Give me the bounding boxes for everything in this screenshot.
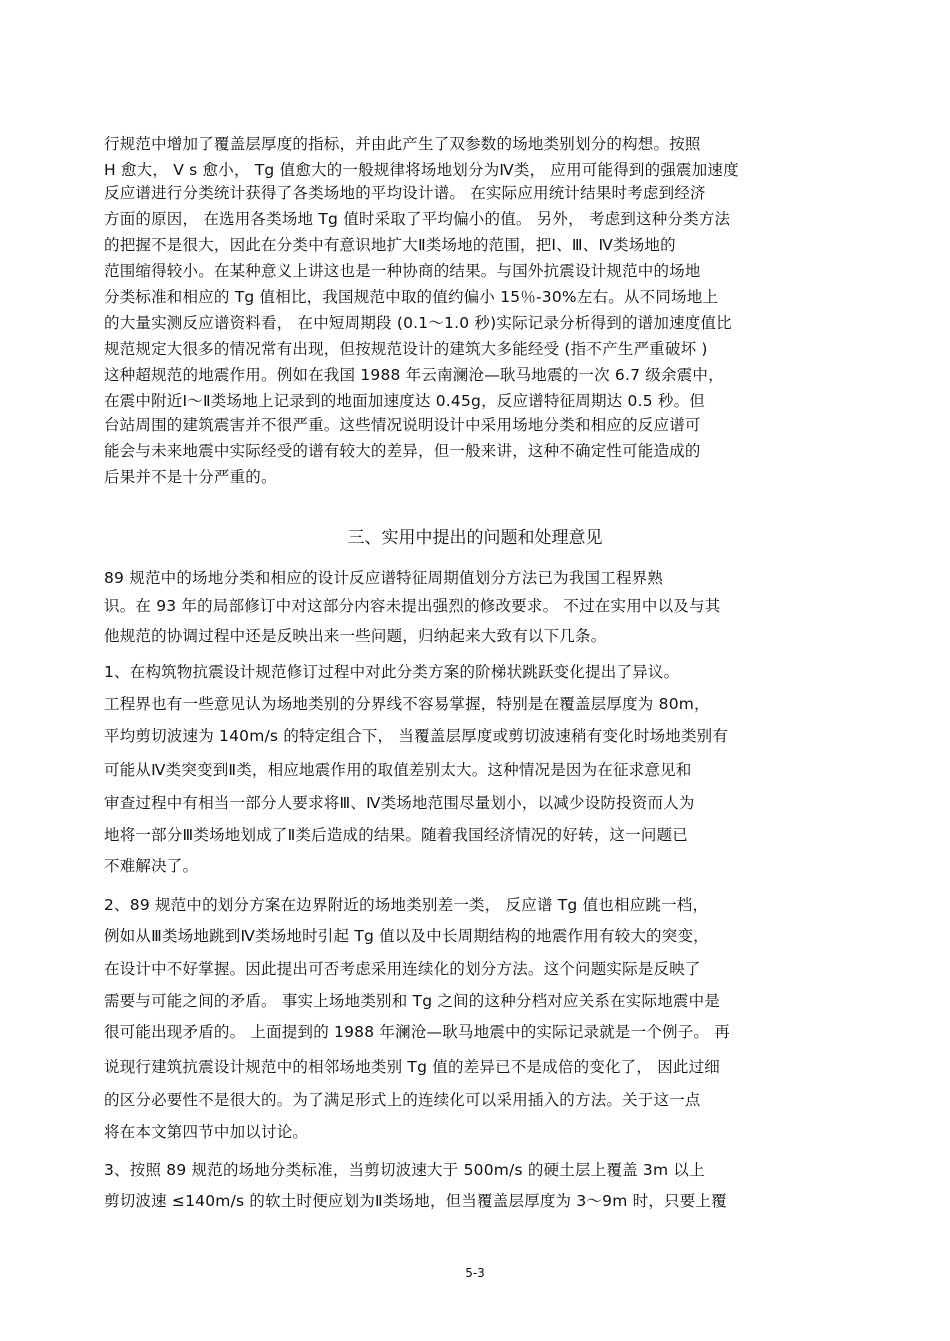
text-line: 很可能出现矛盾的。 上面提到的 1988 年澜沧—耿马地震中的实际记录就是一个例子。 再 [104, 1023, 730, 1041]
section-heading: 三、实用中提出的问题和处理意见 [347, 528, 603, 548]
text-line: 例如从Ⅲ类场地跳到Ⅳ类场地时引起 Tg 值以及中长周期结构的地震作用有较大的突变， [104, 927, 709, 945]
text-line: 可能从Ⅳ类突变到Ⅱ类，相应地震作用的取值差别太大。这种情况是因为在征求意见和 [104, 761, 692, 779]
text-line: 的大量实测反应谱资料看， 在中短周期段 (0.1～1.0 秒)实际记录分析得到的谱加速度值比 [104, 314, 732, 332]
text-line: 在设计中不好掌握。因此提出可否考虑采用连续化的划分方法。这个问题实际是反映了 [104, 960, 701, 978]
text-line: 工程界也有一些意见认为场地类别的分界线不容易掌握，特别是在覆盖层厚度为 80m， [104, 695, 710, 713]
text-line: 范围缩得较小。在某种意义上讲这也是一种协商的结果。与国外抗震设计规范中的场地 [104, 262, 701, 280]
text-line: 的把握不是很大，因此在分类中有意识地扩大Ⅱ类场地的范围，把Ⅰ、Ⅲ、Ⅳ类场地的 [104, 236, 676, 254]
text-line: 行规范中增加了覆盖层厚度的指标，并由此产生了双参数的场地类别划分的构想。按照 [104, 135, 701, 153]
text-line: 说现行建筑抗震设计规范中的相邻场地类别 Tg 值的差异已不是成倍的变化了， 因此过细 [104, 1058, 720, 1076]
text-line: 1、在构筑物抗震设计规范修订过程中对此分类方案的阶梯状跳跃变化提出了异议。 [104, 663, 680, 681]
text-line: 需要与可能之间的矛盾。 事实上场地类别和 Tg 之间的这种分档对应关系在实际地震中是 [104, 992, 720, 1010]
text-line: 审查过程中有相当一部分人要求将Ⅲ、Ⅳ类场地范围尽量划小，以减少设防投资而人为 [104, 794, 695, 812]
text-line: 这种超规范的地震作用。例如在我国 1988 年云南澜沧—耿马地震的一次 6.7 级余震中， [104, 366, 724, 384]
text-line: 后果并不是十分严重的。 [104, 468, 277, 486]
text-line: 的区分必要性不是很大的。为了满足形式上的连续化可以采用插入的方法。关于这一点 [104, 1091, 701, 1109]
text-line: 分类标准和相应的 Tg 值相比，我国规范中取的值约偏小 15％-30%左右。从不同场地上 [104, 288, 719, 306]
text-line: 地将一部分Ⅲ类场地划成了Ⅱ类后造成的结果。随着我国经济情况的好转，这一问题已 [104, 826, 688, 844]
page-number: 5-3 [465, 1266, 485, 1280]
text-line: 3、按照 89 规范的场地分类标准，当剪切波速大于 500m/s 的硬土层上覆盖 3m 以上 [104, 1161, 705, 1179]
text-line: H 愈大， V s 愈小， Tg 值愈大的一般规律将场地划分为Ⅳ类， 应用可能得到的强震加速度 [104, 161, 739, 179]
text-line: 不难解决了。 [104, 857, 199, 875]
text-line: 识。在 93 年的局部修订中对这部分内容未提出强烈的修改要求。 不过在实用中以及与其 [104, 597, 721, 615]
text-line: 将在本文第四节中加以讨论。 [104, 1123, 309, 1141]
text-line: 剪切波速 ≤140m/s 的软土时便应划为Ⅱ类场地，但当覆盖层厚度为 3～9m 时，只要上覆 [104, 1192, 727, 1210]
text-line: 平均剪切波速为 140m/s 的特定组合下， 当覆盖层厚度或剪切波速稍有变化时场地类别有 [104, 727, 729, 745]
text-line: 规范规定大很多的情况常有出现，但按规范设计的建筑大多能经受 (指不产生严重破坏 ) [104, 340, 708, 358]
text-line: 2、89 规范中的划分方案在边界附近的场地类别差一类， 反应谱 Tg 值也相应跳一档， [104, 896, 709, 914]
text-line: 反应谱进行分类统计获得了各类场地的平均设计谱。 在实际应用统计结果时考虑到经济 [104, 184, 706, 202]
text-line: 他规范的协调过程中还是反映出来一些问题，归纳起来大致有以下几条。 [104, 627, 607, 645]
text-line: 台站周围的建筑震害并不很严重。这些情况说明设计中采用场地分类和相应的反应谱可 [104, 416, 701, 434]
text-line: 在震中附近Ⅰ～Ⅱ类场地上记录到的地面加速度达 0.45g，反应谱特征周期达 0.5 秒。但 [104, 392, 705, 410]
text-line: 能会与未来地震中实际经受的谱有较大的差异，但一般来讲，这种不确定性可能造成的 [104, 442, 701, 460]
text-line: 方面的原因， 在选用各类场地 Tg 值时采取了平均偏小的值。 另外， 考虑到这种分类方法 [104, 210, 731, 228]
text-line: 89 规范中的场地分类和相应的设计反应谱特征周期值划分方法已为我国工程界熟 [104, 569, 664, 587]
